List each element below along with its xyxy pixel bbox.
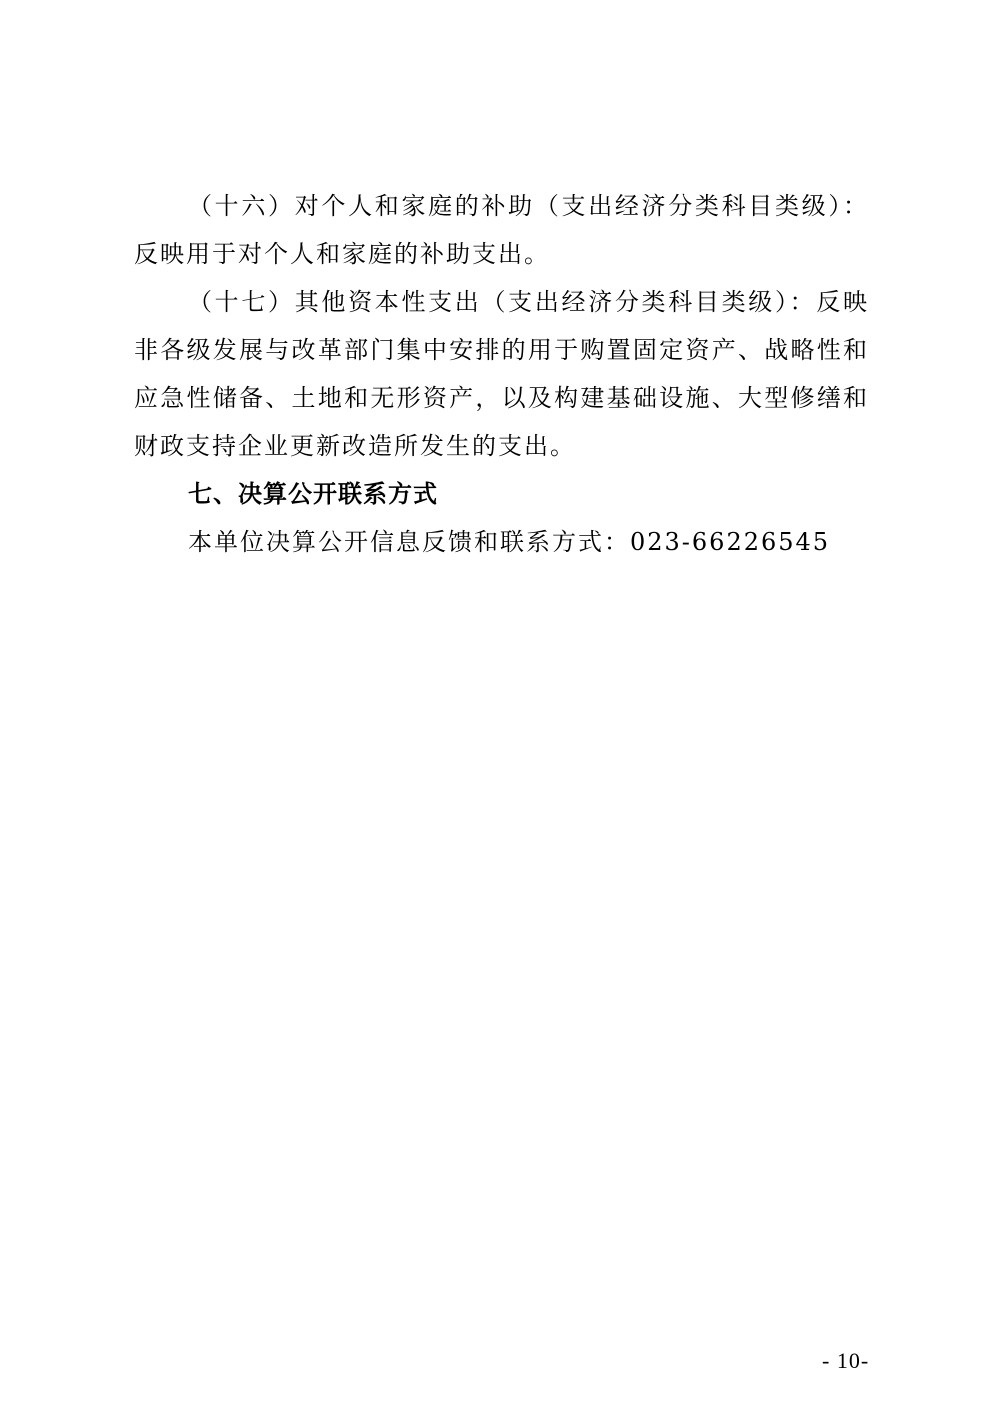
paragraph-other-capital-expenditure: （十七）其他资本性支出（支出经济分类科目类级）：反映非各级发展与改革部门集中安排的用于购置固定资产、战略性和应急性储备、土地和无形资产，以及构建基础设施、大型修缮和财政支持企业更新改造所发生的支出。 <box>134 288 869 460</box>
document-body <box>134 182 869 566</box>
page-number: - 10- <box>822 1348 870 1373</box>
paragraph-subsidy-individuals: （十六）对个人和家庭的补助（支出经济分类科目类级）：反映用于对个人和家庭的补助支出。 <box>134 192 869 268</box>
section-heading: 七、决算公开联系方式 <box>188 480 438 508</box>
contact-info: 本单位决算公开信息反馈和联系方式：023-66226545 <box>188 528 831 556</box>
